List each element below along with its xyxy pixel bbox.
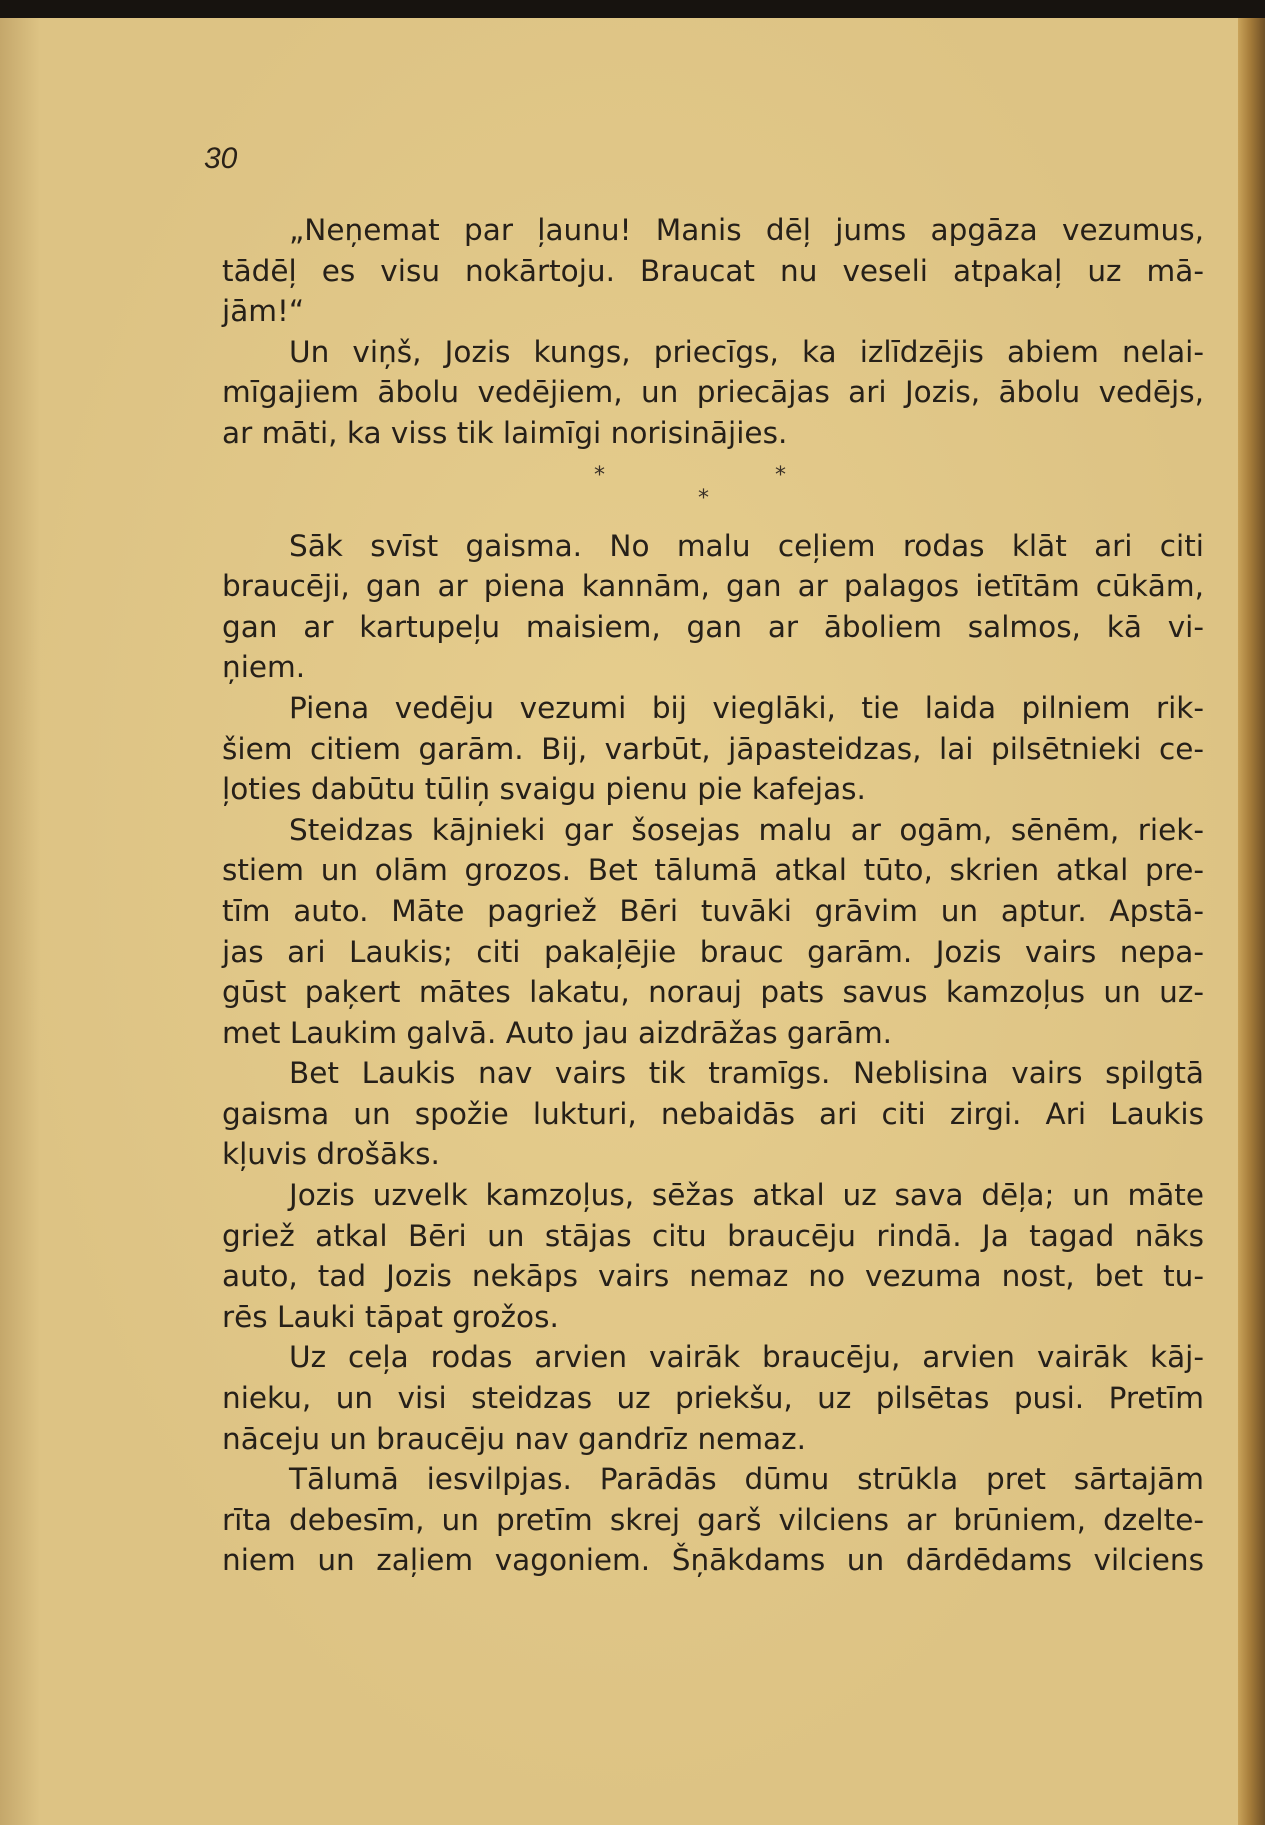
separator-asterisk: *: [775, 462, 786, 488]
paragraph: [222, 810, 1204, 1054]
text-line: met Laukim galvā. Auto jau aizdrāžas garām.: [222, 1015, 893, 1050]
text-line: griež atkal Bēri un stājas citu braucēju rindā. Ja tagad nāks: [222, 1218, 1204, 1253]
text-line: šiem citiem garām. Bij, varbūt, jāpasteidzas, lai pilsētnieki ce-: [222, 731, 1204, 766]
text-line: niem un zaļiem vagoniem. Šņākdams un dārdēdams vilciens: [222, 1543, 1204, 1578]
text-line: nieku, un visi steidzas uz priekšu, uz pilsētas pusi. Pretīm: [222, 1381, 1204, 1416]
text-line: kļuvis drošāks.: [222, 1137, 440, 1172]
section-separator: [222, 454, 1204, 526]
scan-top-border: [0, 0, 1265, 18]
paragraph: [222, 1337, 1204, 1459]
body-text: [222, 210, 1204, 1581]
text-line: Steidzas kājnieki gar šosejas malu ar ogām, sēnēm, riek-: [289, 812, 1204, 847]
page-edge-shadow: [1238, 18, 1265, 1825]
text-line: rīta debesīm, un pretīm skrej garš vilciens ar brūniem, dzelte-: [222, 1502, 1204, 1537]
text-line: ar māti, ka viss tik laimīgi norisinājies.: [222, 415, 788, 450]
text-line: Sāk svīst gaisma. No malu ceļiem rodas klāt ari citi: [289, 528, 1204, 563]
text-line: Un viņš, Jozis kungs, priecīgs, ka izlīdzējis abiem nelai-: [289, 334, 1204, 369]
paragraph: [222, 688, 1204, 810]
text-line: ņiem.: [222, 650, 306, 685]
text-line: gaisma un spožie lukturi, nebaidās ari citi zirgi. Ari Laukis: [222, 1096, 1204, 1131]
text-line: tīm auto. Māte pagriež Bēri tuvāki grāvim un aptur. Apstā-: [222, 893, 1204, 928]
text-line: auto, tad Jozis nekāps vairs nemaz no vezuma nost, bet tu-: [222, 1259, 1204, 1294]
paragraph: [222, 1459, 1204, 1581]
page-number: 30: [204, 142, 238, 175]
paragraph: [222, 526, 1204, 688]
text-line: gūst paķert mātes lakatu, norauj pats savus kamzoļus un uz-: [222, 975, 1204, 1010]
text-line: nāceju un braucēju nav gandrīz nemaz.: [222, 1421, 806, 1456]
text-line: Uz ceļa rodas arvien vairāk braucēju, arvien vairāk kāj-: [289, 1340, 1204, 1375]
text-line: Jozis uzvelk kamzoļus, sēžas atkal uz sava dēļa; un māte: [289, 1178, 1204, 1213]
text-line: stiem un olām grozos. Bet tālumā atkal tūto, skrien atkal pre-: [222, 853, 1204, 888]
text-line: Tālumā iesvilpjas. Parādās dūmu strūkla pret sārtajām: [289, 1462, 1204, 1497]
text-line: „Neņemat par ļaunu! Manis dēļ jums apgāza vezumus,: [289, 213, 1204, 247]
paragraph: [222, 1175, 1204, 1337]
text-line: gan ar kartupeļu maisiem, gan ar āboliem salmos, kā vi-: [222, 609, 1204, 644]
text-line: tādēļ es visu nokārtoju. Braucat nu veseli atpakaļ uz mā-: [222, 253, 1204, 288]
text-line: rēs Lauki tāpat grožos.: [222, 1299, 559, 1334]
paragraph: [222, 210, 1204, 332]
text-line: Piena vedēju vezumi bij vieglāki, tie laida pilniem rik-: [289, 690, 1204, 725]
separator-asterisk: *: [594, 462, 605, 488]
text-line: jas ari Laukis; citi pakaļējie brauc garām. Jozis vairs nepa-: [222, 934, 1204, 969]
text-line: jām!“: [222, 294, 305, 329]
text-line: braucēji, gan ar piena kannām, gan ar palagos ietītām cūkām,: [222, 569, 1204, 604]
text-line: ļoties dabūtu tūliņ svaigu pienu pie kafejas.: [222, 772, 866, 807]
paragraph: [222, 332, 1204, 454]
text-line: mīgajiem ābolu vedējiem, un priecājas ari Jozis, ābolu vedējs,: [222, 375, 1204, 410]
separator-asterisk: *: [698, 485, 709, 511]
paragraph: [222, 1053, 1204, 1175]
text-line: Bet Laukis nav vairs tik tramīgs. Neblisina vairs spilgtā: [289, 1056, 1204, 1091]
